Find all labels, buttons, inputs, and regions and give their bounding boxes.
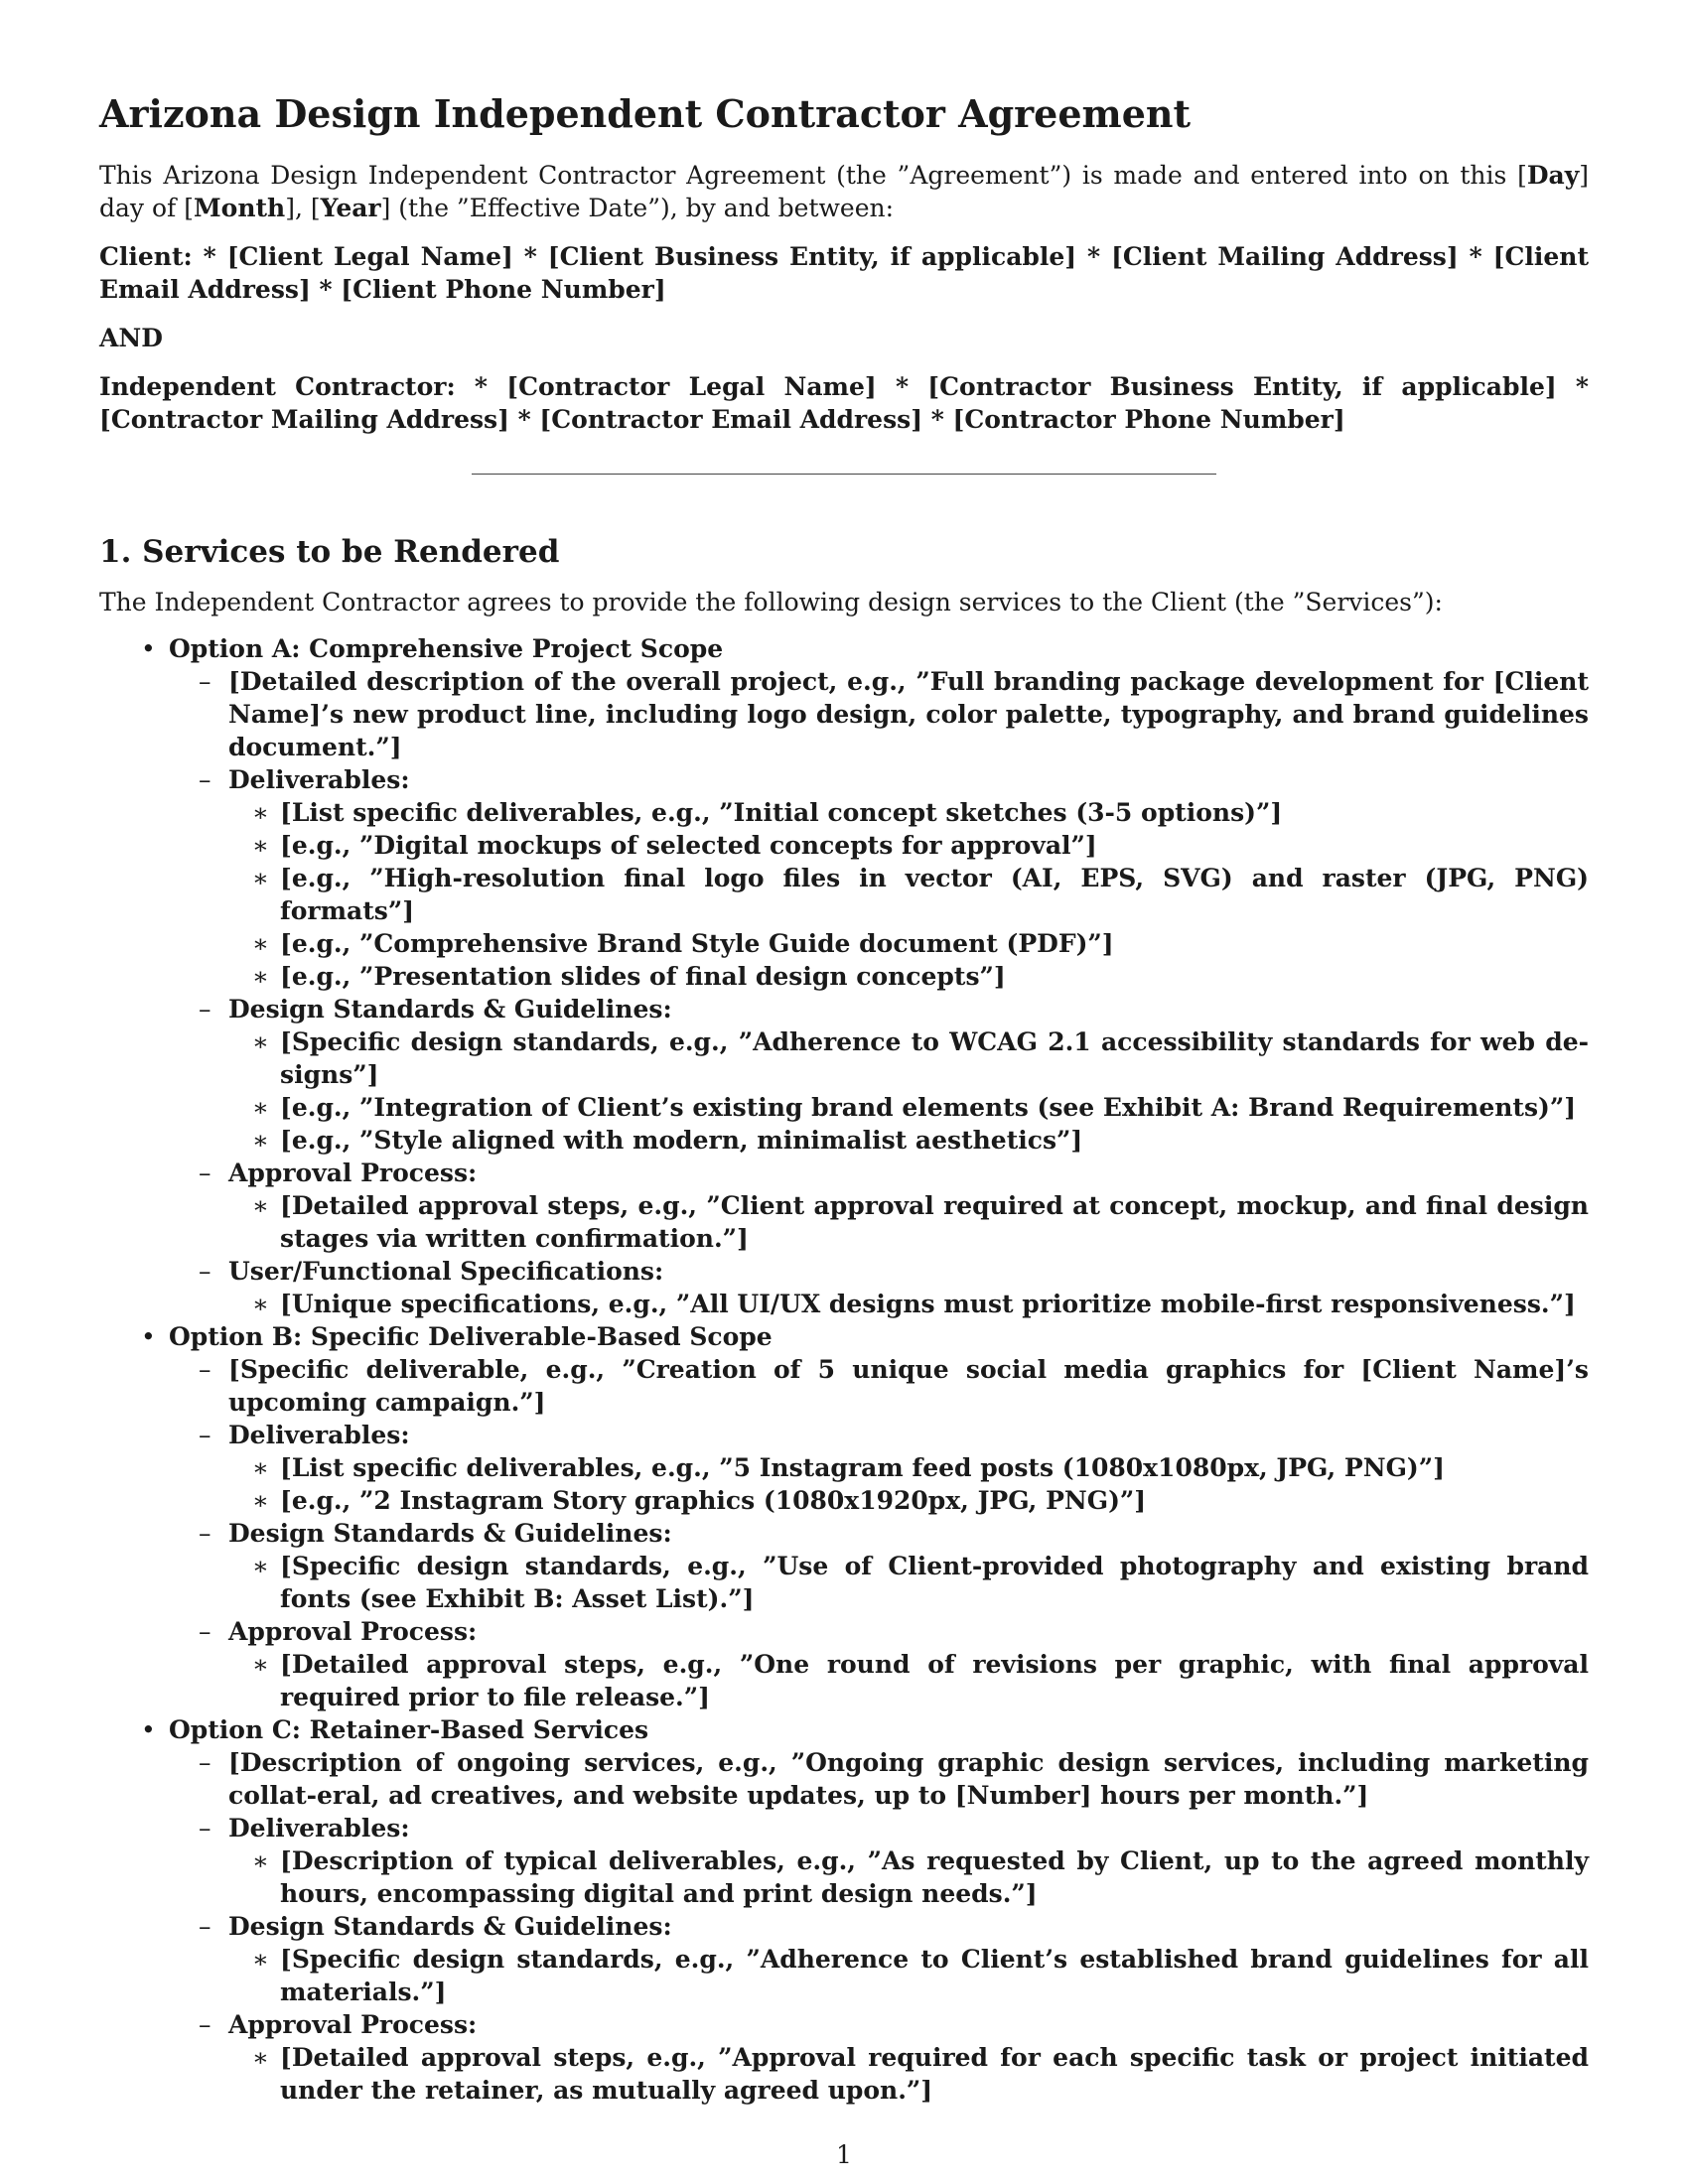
approval-list xyxy=(228,1189,1589,1255)
list-item xyxy=(252,1091,1589,1124)
page-number: 1 xyxy=(836,2140,852,2169)
asterisk-icon: ∗ xyxy=(252,1486,269,1515)
asterisk-icon: ∗ xyxy=(252,1191,269,1220)
standards-label: Design Standards & Guidelines: xyxy=(228,995,672,1024)
list-item xyxy=(199,1910,1589,2008)
year-placeholder: Year xyxy=(320,194,381,222)
intro-paragraph xyxy=(99,159,1589,224)
list-item xyxy=(199,1746,1589,1812)
asterisk-icon: ∗ xyxy=(252,1093,269,1122)
list-item xyxy=(199,665,1589,763)
option-c-sublist xyxy=(169,1746,1589,2107)
dash-icon: – xyxy=(199,1257,211,1286)
dash-icon: – xyxy=(199,1421,211,1449)
list-item xyxy=(199,1812,1589,1910)
list-item xyxy=(252,1648,1589,1713)
list-item-text: [Unique specifications, e.g., ”All UI/UX designs must prioritize mobile-first responsiveness.”] xyxy=(280,1290,1576,1318)
option-a-item xyxy=(141,632,1589,1320)
list-item-text: [Specific design standards, e.g., ”Use of Client-provided photography and existing brand fonts (see Exhibit B: Asset List).”] xyxy=(280,1552,1589,1613)
asterisk-icon: ∗ xyxy=(252,929,269,958)
list-item xyxy=(252,960,1589,993)
list-item xyxy=(199,1255,1589,1320)
dash-icon: – xyxy=(199,1748,211,1777)
asterisk-icon: ∗ xyxy=(252,864,269,892)
standards-list xyxy=(228,1943,1589,2008)
deliverables-list xyxy=(228,1844,1589,1910)
asterisk-icon: ∗ xyxy=(252,1846,269,1875)
deliverables-label: Deliverables: xyxy=(228,1421,410,1449)
list-item xyxy=(199,1615,1589,1713)
contractor-block: Independent Contractor: * [Contractor Legal Name] * [Contractor Business Entity, if applicable] * [Contractor Mailing Address] * [Contractor Email Address] * [Contractor Phone Number] xyxy=(99,372,1589,434)
option-a-sublist xyxy=(169,665,1589,1320)
list-item-text: [e.g., ”2 Instagram Story graphics (1080x1920px, JPG, PNG)”] xyxy=(280,1486,1147,1515)
option-b-item xyxy=(141,1320,1589,1713)
asterisk-icon: ∗ xyxy=(252,2043,269,2072)
list-item xyxy=(252,862,1589,927)
list-item xyxy=(199,993,1589,1157)
list-item xyxy=(252,1189,1589,1255)
list-item-text: [e.g., ”Comprehensive Brand Style Guide document (PDF)”] xyxy=(280,929,1114,958)
document-title: Arizona Design Independent Contractor Agreement xyxy=(99,91,1192,136)
option-b-sublist xyxy=(169,1353,1589,1713)
list-item xyxy=(252,927,1589,960)
asterisk-icon: ∗ xyxy=(252,1027,269,1056)
list-item xyxy=(199,2008,1589,2107)
client-block: Client: * [Client Legal Name] * [Client Business Entity, if applicable] * [Client Mailing Address] * [Client Email Address] * [Client Phone Number] xyxy=(99,242,1589,304)
and-separator: AND xyxy=(99,324,163,352)
list-item-text: [e.g., ”Integration of Client’s existing brand elements (see Exhibit A: Brand Requirements)”] xyxy=(280,1093,1577,1122)
document-page xyxy=(99,79,1589,2107)
list-item-text: [Detailed approval steps, e.g., ”Approval required for each specific task or project initiated under the retainer, as mutually agreed upon.”] xyxy=(280,2043,1589,2105)
list-item xyxy=(252,1484,1589,1517)
dash-icon: – xyxy=(199,1355,211,1384)
asterisk-icon: ∗ xyxy=(252,1945,269,1974)
month-placeholder: Month xyxy=(193,194,286,222)
dash-icon: – xyxy=(199,1519,211,1548)
list-item xyxy=(252,1288,1589,1320)
approval-list xyxy=(228,1648,1589,1713)
options-list xyxy=(99,632,1589,2107)
asterisk-icon: ∗ xyxy=(252,962,269,991)
list-item-text: [Detailed approval steps, e.g., ”Client approval required at concept, mockup, and final design stages via written confirmation.”] xyxy=(280,1191,1589,1253)
asterisk-icon: ∗ xyxy=(252,1453,269,1482)
list-item xyxy=(252,829,1589,862)
approval-label: Approval Process: xyxy=(228,2010,478,2039)
bullet-icon: • xyxy=(141,1322,156,1351)
deliverables-list xyxy=(228,1451,1589,1517)
list-item xyxy=(252,1943,1589,2008)
services-lead: The Independent Contractor agrees to provide the following design services to the Client (the ”Services”): xyxy=(99,588,1443,616)
deliverables-label: Deliverables: xyxy=(228,1814,410,1843)
list-item-text: [Specific design standards, e.g., ”Adherence to WCAG 2.1 accessibility standards for web de-signs”] xyxy=(280,1027,1589,1089)
list-item xyxy=(252,1550,1589,1615)
standards-list xyxy=(228,1025,1589,1157)
standards-label: Design Standards & Guidelines: xyxy=(228,1912,672,1941)
bullet-icon: • xyxy=(141,634,156,663)
deliverables-list xyxy=(228,796,1589,993)
asterisk-icon: ∗ xyxy=(252,1650,269,1679)
dash-icon: – xyxy=(199,765,211,794)
list-item-text: [List specific deliverables, e.g., ”5 Instagram feed posts (1080x1080px, JPG, PNG)”] xyxy=(280,1453,1445,1482)
intro-text-1: This Arizona Design Independent Contractor Agreement (the ”Agreement”) is made and entered into on this [ xyxy=(99,161,1527,190)
specifications-list xyxy=(228,1288,1589,1320)
asterisk-icon: ∗ xyxy=(252,798,269,827)
list-item-text: [e.g., ”Digital mockups of selected concepts for approval”] xyxy=(280,831,1097,860)
list-item xyxy=(199,1157,1589,1255)
intro-text-3: ], [ xyxy=(285,194,321,222)
list-item-text: [e.g., ”Style aligned with modern, minimalist aesthetics”] xyxy=(280,1126,1083,1155)
standards-list xyxy=(228,1550,1589,1615)
horizontal-rule xyxy=(472,474,1216,475)
intro-text-2: ] day of [ xyxy=(99,161,1589,222)
asterisk-icon: ∗ xyxy=(252,1552,269,1580)
option-b-label: Option B: Specific Deliverable-Based Scope xyxy=(169,1322,773,1351)
approval-list xyxy=(228,2041,1589,2107)
specifications-label: User/Functional Specifications: xyxy=(228,1257,664,1286)
list-item xyxy=(252,1844,1589,1910)
dash-icon: – xyxy=(199,1814,211,1843)
list-item-text: [Specific design standards, e.g., ”Adherence to Client’s established brand guidelines for all materials.”] xyxy=(280,1945,1589,2006)
list-item-text: [Description of typical deliverables, e.g., ”As requested by Client, up to the agreed monthly hours, encompassing digital and print design needs.”] xyxy=(280,1846,1589,1908)
day-placeholder: Day xyxy=(1526,161,1580,190)
option-b-description: [Specific deliverable, e.g., ”Creation of 5 unique social media graphics for [Client Name]’s upcoming campaign.”] xyxy=(228,1355,1589,1417)
list-item xyxy=(252,796,1589,829)
list-item-text: [List specific deliverables, e.g., ”Initial concept sketches (3-5 options)”] xyxy=(280,798,1283,827)
approval-label: Approval Process: xyxy=(228,1617,478,1646)
list-item xyxy=(252,2041,1589,2107)
dash-icon: – xyxy=(199,1617,211,1646)
option-a-label: Option A: Comprehensive Project Scope xyxy=(169,634,724,663)
option-c-label: Option C: Retainer-Based Services xyxy=(169,1715,649,1744)
section-heading-services: 1. Services to be Rendered xyxy=(99,534,560,570)
standards-label: Design Standards & Guidelines: xyxy=(228,1519,672,1548)
list-item xyxy=(252,1451,1589,1484)
dash-icon: – xyxy=(199,1912,211,1941)
list-item xyxy=(199,1353,1589,1419)
list-item xyxy=(252,1025,1589,1091)
asterisk-icon: ∗ xyxy=(252,1290,269,1318)
dash-icon: – xyxy=(199,995,211,1024)
list-item xyxy=(199,1517,1589,1615)
dash-icon: – xyxy=(199,1159,211,1187)
list-item-text: [e.g., ”Presentation slides of final design concepts”] xyxy=(280,962,1006,991)
dash-icon: – xyxy=(199,2010,211,2039)
intro-text-4: ] (the ”Effective Date”), by and between: xyxy=(380,194,895,222)
list-item-text: [e.g., ”High-resolution final logo files in vector (AI, EPS, SVG) and raster (JPG, PNG) formats”] xyxy=(280,864,1589,925)
list-item xyxy=(199,1419,1589,1517)
dash-icon: – xyxy=(199,667,211,696)
option-c-description: [Description of ongoing services, e.g., ”Ongoing graphic design services, including marketing collat-eral, ad creatives, and website updates, up to [Number] hours per month.”] xyxy=(228,1748,1589,1810)
approval-label: Approval Process: xyxy=(228,1159,478,1187)
asterisk-icon: ∗ xyxy=(252,831,269,860)
asterisk-icon: ∗ xyxy=(252,1126,269,1155)
deliverables-label: Deliverables: xyxy=(228,765,410,794)
bullet-icon: • xyxy=(141,1715,156,1744)
list-item xyxy=(199,763,1589,993)
list-item xyxy=(252,1124,1589,1157)
option-a-description: [Detailed description of the overall project, e.g., ”Full branding package development for [Client Name]’s new product line, including logo design, color palette, typography, and brand guidelines document.”] xyxy=(228,667,1589,761)
option-c-item xyxy=(141,1713,1589,2107)
list-item-text: [Detailed approval steps, e.g., ”One round of revisions per graphic, with final approval required prior to file release.”] xyxy=(280,1650,1589,1711)
